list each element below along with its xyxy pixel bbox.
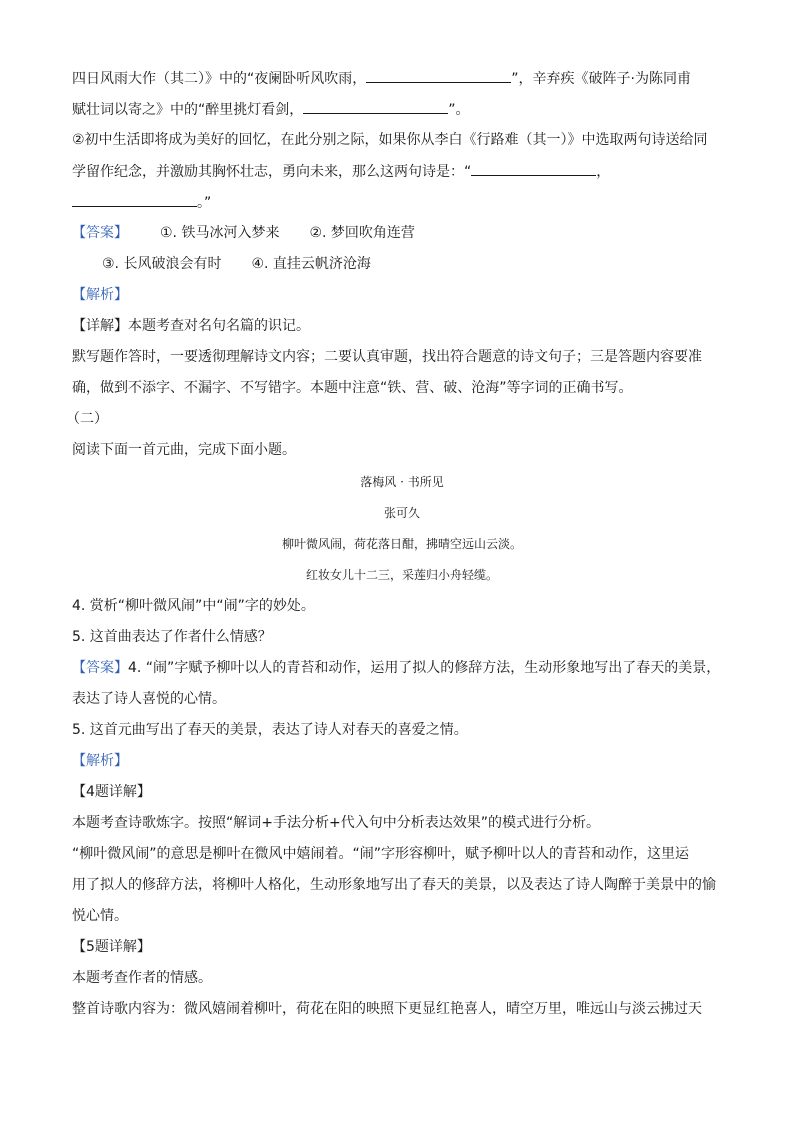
answer-line: 表达了诗人喜悦的心情。 <box>72 691 226 707</box>
answer-item: ④. 直挂云帆济沧海 <box>251 256 371 272</box>
answer-item: ③. 长风破浪会有时 <box>102 256 222 272</box>
fill-blank-1[interactable] <box>366 68 511 83</box>
poem-title: 落梅风 · 书所见 <box>360 475 444 489</box>
text: 学留作纪念，并激励其胸怀壮志，勇向未来，那么这两句诗是：“ <box>72 164 472 180</box>
question-5: 5. 这首曲表达了作者什么情感？ <box>72 629 272 645</box>
section-intro: 阅读下面一首元曲，完成下面小题。 <box>72 442 296 458</box>
text: 赋壮词以寄之》中的“醉里挑灯看剑， <box>72 102 304 118</box>
question-4: 4. 赏析“柳叶微风闹”中“闹”字的妙处。 <box>72 598 315 614</box>
answer-item: ②. 梦回吹角连营 <box>309 225 415 241</box>
detail-line: “柳叶微风闹”的意思是柳叶在微风中嬉闹着。“闹”字形容柳叶，赋予柳叶以人的青苔和动作，这里运 <box>72 846 690 862</box>
question-3-line-3: ②初中生活即将成为美好的回忆，在此分别之际，如果你从李白《行路难（其一）》中选取两句诗送给同 <box>72 132 708 148</box>
detail-line: 用了拟人的修辞方法，将柳叶人格化，生动形象地写出了春天的美景，以及表达了诗人陶醉于美景中的愉 <box>72 877 716 893</box>
answer-row-1 <box>72 223 415 243</box>
text: 。” <box>197 195 212 211</box>
text: ”，辛弃疾《破阵子·为陈同甫 <box>511 71 691 87</box>
answer-tag: 【答案】 <box>72 660 128 676</box>
question-3-line-4 <box>72 161 610 181</box>
poem-line: 柳叶微风闹，荷花落日酣，拂晴空远山云淡。 <box>281 537 522 551</box>
answer-line: 5. 这首元曲写出了春天的美景，表达了诗人对春天的喜爱之情。 <box>72 722 468 738</box>
analysis-tag: 【解析】 <box>72 753 128 769</box>
analysis-tag: 【解析】 <box>72 287 128 303</box>
fill-blank-4[interactable] <box>72 192 197 207</box>
answer-tag: 【答案】 <box>72 225 128 241</box>
question-3-line-2 <box>72 99 470 119</box>
answer-row <box>72 658 720 678</box>
poem-line: 红妆女儿十二三，采莲归小舟轻缆。 <box>305 568 498 582</box>
text: ， <box>596 164 611 180</box>
answer-item: ①. 铁马冰河入梦来 <box>160 225 280 241</box>
text: ”。 <box>448 102 470 118</box>
section-heading: （二） <box>66 411 108 427</box>
fill-blank-2[interactable] <box>303 99 448 114</box>
detail-line: 本题考查作者的情感。 <box>72 970 212 986</box>
detail-tag: 【4题详解】 <box>72 784 151 800</box>
detail-line: 整首诗歌内容为：微风嬉闹着柳叶，荷花在阳的映照下更显红艳喜人，晴空万里，唯远山与淡云拂过天 <box>72 1001 702 1017</box>
detail-tag: 【5题详解】 <box>72 939 151 955</box>
fill-blank-3[interactable] <box>471 161 596 176</box>
detail-line: 默写题作答时，一要透彻理解诗文内容；二要认真审题，找出符合题意的诗文句子；三是答题内容要准 <box>72 349 702 365</box>
answer-text: 4. “闹”字赋予柳叶以人的青苔和动作，运用了拟人的修辞方法，生动形象地写出了春天的美景， <box>128 660 721 676</box>
poem-author: 张可久 <box>383 506 420 520</box>
question-3-line-5 <box>72 192 211 212</box>
answer-row-2 <box>102 254 371 274</box>
detail-line: 悦心情。 <box>72 908 128 924</box>
detail-line: 确，做到不添字、不漏字、不写错字。本题中注意“铁、营、破、沧海”等字词的正确书写。 <box>72 380 633 396</box>
detail-line: 本题考查诗歌炼字。按照“解词+手法分析+代入句中分析表达效果”的模式进行分析。 <box>72 815 600 831</box>
detail-line: 【详解】本题考查对名句名篇的识记。 <box>72 318 310 334</box>
question-3-line-1 <box>72 68 691 88</box>
text: 四日风雨大作（其二）》中的“夜阑卧听风吹雨， <box>72 71 367 87</box>
